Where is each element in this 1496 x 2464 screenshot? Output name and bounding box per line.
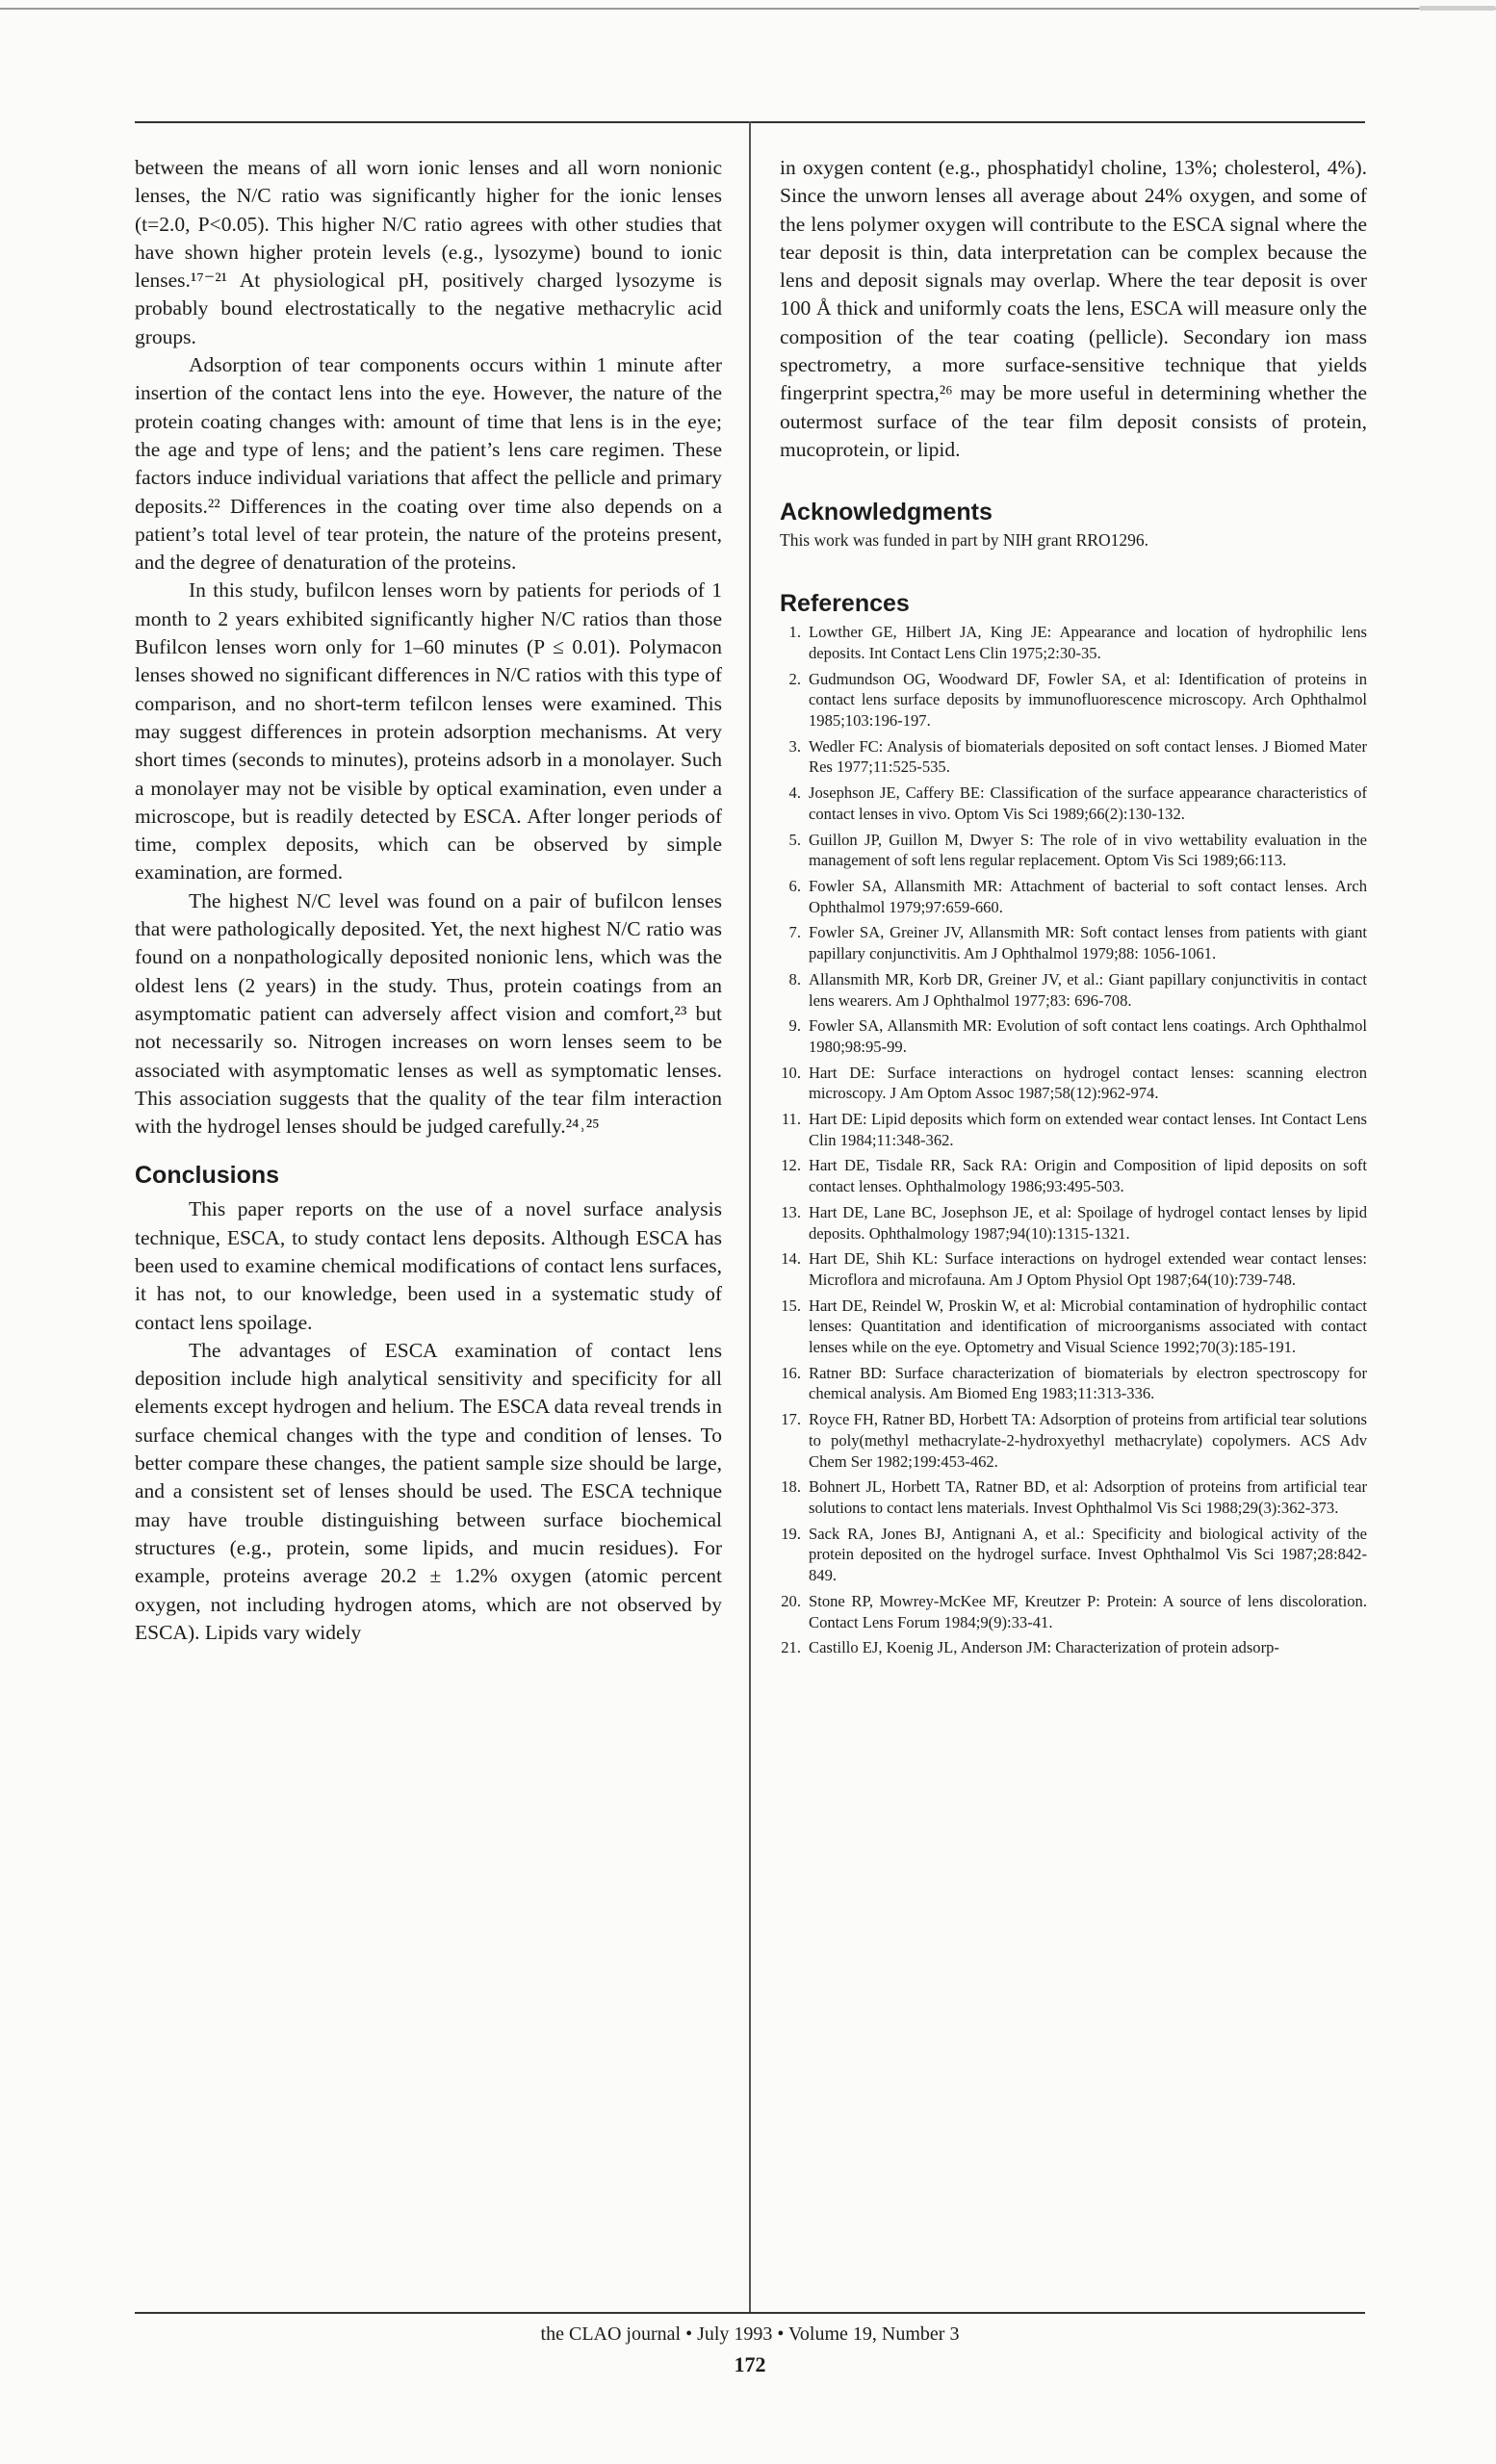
- reference-text: Fowler SA, Greiner JV, Allansmith MR: Soft contact lenses from patients with giant papillary conjunctivitis. Am J Ophthalmol 1979;88: 1056-1061.: [809, 923, 1367, 963]
- reference-item: [780, 1155, 1367, 1196]
- reference-number: 18.: [781, 1477, 801, 1497]
- left-column: [135, 154, 722, 1647]
- reference-item: [780, 1248, 1367, 1290]
- reference-number: 6.: [788, 877, 801, 895]
- scan-corner-mark: [1419, 6, 1496, 11]
- reference-text: Ratner BD: Surface characterization of biomaterials by electron spectroscopy for chemical analysis. Am Biomed Eng 1983;11:313-336.: [809, 1363, 1367, 1403]
- reference-text: Hart DE, Reindel W, Proskin W, et al: Microbial contamination of hydrophilic contact lenses: Quantitation and identification of microorganisms associated with contact lenses while on the eye. Optometry and Visual Science 1992;70(3):185-191.: [809, 1296, 1367, 1357]
- reference-number: 2.: [788, 669, 801, 688]
- reference-text: Royce FH, Ratner BD, Horbett TA: Adsorption of proteins from artificial tear solutions to poly(methyl methacrylate-2-hydroxyethyl methacrylate) copolymers. ACS Adv Chem Ser 1982;199:453-462.: [809, 1410, 1367, 1471]
- reference-number: 15.: [781, 1296, 801, 1315]
- reference-text: Castillo EJ, Koenig JL, Anderson JM: Characterization of protein adsorp-: [809, 1638, 1279, 1657]
- reference-text: Stone RP, Mowrey-McKee MF, Kreutzer P: Protein: A source of lens discoloration. Contact Lens Forum 1984;9(9):33-41.: [809, 1591, 1367, 1631]
- reference-item: [780, 830, 1367, 871]
- acknowledgments-heading: Acknowledgments: [780, 499, 993, 526]
- reference-text: Guillon JP, Guillon M, Dwyer S: The role of in vivo wettability evaluation in the management of soft lens regular replacement. Optom Vis Sci 1989;66:113.: [809, 830, 1367, 870]
- body-paragraph: between the means of all worn ionic lenses and all worn nonionic lenses, the N/C ratio was significantly higher for the ionic lenses (t=2.0, P<0.05). This higher N/C ratio agrees with other studies that have shown higher protein levels (e.g., lysozyme) bound to ionic lenses.¹⁷⁻²¹ At physiological pH, positively charged lysozyme is probably bound electrostatically to the negative methacrylic acid groups.: [135, 156, 722, 348]
- reference-list: [780, 622, 1367, 1658]
- body-paragraph: Adsorption of tear components occurs within 1 minute after insertion of the contact lens into the eye. However, the nature of the protein coating changes with: amount of time that lens is in the eye; the age and type of lens; and the patient’s lens care regimen. These factors induce individual variations that affect the pellicle and primary deposits.²² Differences in the coating over time also depends on a patient’s total level of tear protein, the nature of the proteins present, and the degree of denaturation of the proteins.: [135, 353, 722, 575]
- reference-number: 21.: [781, 1638, 801, 1657]
- reference-text: Gudmundson OG, Woodward DF, Fowler SA, et al: Identification of proteins in contact lens surface deposits by immunofluorescence microscopy. Arch Ophthalmol 1985;103:196-197.: [809, 669, 1367, 731]
- reference-number: 7.: [788, 923, 801, 942]
- reference-text: Fowler SA, Allansmith MR: Attachment of bacterial to soft contact lenses. Arch Ophthalmol 1979;97:659-660.: [809, 877, 1367, 916]
- reference-number: 8.: [788, 969, 801, 988]
- reference-text: Josephson JE, Caffery BE: Classification of the surface appearance characteristics of contact lenses in vivo. Optom Vis Sci 1989;66(2):130-132.: [809, 783, 1367, 823]
- reference-number: 10.: [781, 1063, 801, 1082]
- reference-number: 19.: [781, 1524, 801, 1543]
- reference-item: [780, 922, 1367, 963]
- reference-text: Hart DE, Tisdale RR, Sack RA: Origin and Composition of lipid deposits on soft contact lenses. Ophthalmology 1986;93:495-503.: [809, 1156, 1367, 1196]
- reference-number: 17.: [781, 1410, 801, 1429]
- footer-rule: [135, 2312, 1365, 2314]
- reference-item: [780, 1202, 1367, 1244]
- reference-item: [780, 622, 1367, 663]
- reference-item: [780, 1637, 1367, 1658]
- reference-text: Hart DE, Shih KL: Surface interactions on hydrogel extended wear contact lenses: Microflora and microfauna. Am J Optom Physiol Opt 1987;64(10):739-748.: [809, 1249, 1367, 1289]
- reference-item: [780, 969, 1367, 1011]
- reference-number: 1.: [788, 623, 801, 642]
- reference-number: 11.: [781, 1110, 801, 1129]
- reference-item: [780, 1476, 1367, 1518]
- reference-item: [780, 669, 1367, 732]
- reference-number: 13.: [781, 1202, 801, 1221]
- reference-text: Wedler FC: Analysis of biomaterials deposited on soft contact lenses. J Biomed Mater Res 1977;11:525-535.: [809, 736, 1367, 777]
- reference-number: 20.: [781, 1591, 801, 1610]
- reference-text: Hart DE: Surface interactions on hydrogel contact lenses: scanning electron microscopy. J Am Optom Assoc 1987;58(12):962-974.: [809, 1063, 1367, 1103]
- reference-number: 4.: [788, 783, 801, 803]
- body-paragraph: The advantages of ESCA examination of contact lens deposition include high analytical sensitivity and specificity for all elements except hydrogen and helium. The ESCA data reveal trends in surface chemical changes with the type and condition of lenses. To better compare these changes, the patient sample size should be large, and a consistent set of lenses should be used. The ESCA technique may have trouble distinguishing between surface biochemical structures (e.g., protein, some lipids, and mucin residues). For example, proteins average 20.2 ± 1.2% oxygen (atomic percent oxygen, not including hydrogen atoms, which are not observed by ESCA). Lipids vary widely: [135, 1338, 722, 1644]
- reference-item: [780, 1409, 1367, 1472]
- reference-number: 5.: [788, 830, 801, 849]
- reference-text: Hart DE: Lipid deposits which form on extended wear contact lenses. Int Contact Lens Clin 1984;11:348-362.: [809, 1110, 1367, 1149]
- reference-text: Lowther GE, Hilbert JA, King JE: Appearance and location of hydrophilic lens deposits. Int Contact Lens Clin 1975;2:30-35.: [809, 623, 1367, 662]
- top-edge-rule: [0, 8, 1496, 10]
- body-paragraph: The highest N/C level was found on a pair of bufilcon lenses that were pathologically deposited. Yet, the next highest N/C ratio was found on a nonpathologically deposited nonionic lens, which was the oldest lens (2 years) in the study. Thus, protein coatings from an asymptomatic patient can adversely affect vision and comfort,²³ but not necessarily so. Nitrogen increases on worn lenses seem to be associated with asymptomatic lenses as well as symptomatic lenses. This association suggests that the quality of the tear film interaction with the hydrogel lenses should be judged carefully.²⁴˒²⁵: [135, 888, 722, 1139]
- reference-item: [780, 876, 1367, 917]
- reference-item: [780, 1363, 1367, 1404]
- reference-number: 12.: [781, 1156, 801, 1175]
- right-column: [780, 154, 1367, 1663]
- body-paragraph: This paper reports on the use of a novel surface analysis technique, ESCA, to study contact lens deposits. Although ESCA has been used to examine chemical modifications of contact lens surfaces, it has not, to our knowledge, been used in a systematic study of contact lens spoilage.: [135, 1197, 722, 1334]
- column-divider: [749, 121, 751, 2312]
- reference-item: [780, 1296, 1367, 1358]
- journal-line: the CLAO journal • July 1993 • Volume 19, Number 3: [540, 2323, 960, 2345]
- reference-item: [780, 783, 1367, 824]
- reference-text: Bohnert JL, Horbett TA, Ratner BD, et al: Adsorption of proteins from artificial tear solutions to contact lens materials. Invest Ophthalmol Vis Sci 1988;29(3):362-373.: [809, 1477, 1367, 1517]
- reference-text: Allansmith MR, Korb DR, Greiner JV, et al.: Giant papillary conjunctivitis in contact lens wearers. Am J Ophthalmol 1977;83: 696-708.: [809, 969, 1367, 1010]
- conclusions-heading: Conclusions: [135, 1162, 280, 1190]
- page-number: 172: [734, 2352, 766, 2376]
- body-paragraph: in oxygen content (e.g., phosphatidyl choline, 13%; cholesterol, 4%). Since the unworn lenses all average about 24% oxygen, and some of the lens polymer oxygen will contribute to the ESCA signal where the tear deposit is thin, data interpretation can be complex because the lens and deposit signals may overlap. Where the tear deposit is over 100 Å thick and uniformly coats the lens, ESCA will measure only the composition of the tear coating (pellicle). Secondary ion mass spectrometry, a more surface-sensitive technique that yields fingerprint spectra,²⁶ may be more useful in determining whether the outermost surface of the tear film deposit consists of protein, mucoprotein, or lipid.: [780, 156, 1367, 461]
- reference-text: Fowler SA, Allansmith MR: Evolution of soft contact lens coatings. Arch Ophthalmol 1980;98:95-99.: [809, 1016, 1367, 1056]
- references-heading: References: [780, 590, 910, 618]
- reference-text: Hart DE, Lane BC, Josephson JE, et al: Spoilage of hydrogel contact lenses by lipid deposits. Ophthalmology 1987;94(10):1315-1321.: [809, 1202, 1367, 1243]
- reference-item: [780, 1015, 1367, 1057]
- reference-number: 3.: [788, 736, 801, 756]
- reference-item: [780, 736, 1367, 778]
- reference-item: [780, 1524, 1367, 1586]
- acknowledgments-text: This work was funded in part by NIH grant RRO1296.: [780, 530, 1149, 551]
- reference-number: 16.: [781, 1363, 801, 1382]
- reference-item: [780, 1109, 1367, 1150]
- reference-number: 9.: [788, 1016, 801, 1036]
- reference-item: [780, 1063, 1367, 1104]
- reference-item: [780, 1591, 1367, 1632]
- reference-number: 14.: [781, 1249, 801, 1269]
- body-paragraph: In this study, bufilcon lenses worn by patients for periods of 1 month to 2 years exhibited significantly higher N/C ratios than those Bufilcon lenses worn only for 1–60 minutes (P ≤ 0.01). Polymacon lenses showed no significant differences in N/C ratios with this type of comparison, and no short-term tefilcon lenses were examined. This may suggest differences in protein adsorption mechanisms. At very short times (seconds to minutes), proteins adsorb in a monolayer. Such a monolayer may not be visible by optical examination, even under a microscope, but is readily detected by ESCA. After longer periods of time, complex deposits, which can be observed by simple examination, are formed.: [135, 578, 722, 885]
- page-footer: [135, 2322, 1365, 2377]
- reference-text: Sack RA, Jones BJ, Antignani A, et al.: Specificity and biological activity of the protein deposited on the hydrogel surface. Invest Ophthalmol Vis Sci 1987;28:842-849.: [809, 1524, 1367, 1585]
